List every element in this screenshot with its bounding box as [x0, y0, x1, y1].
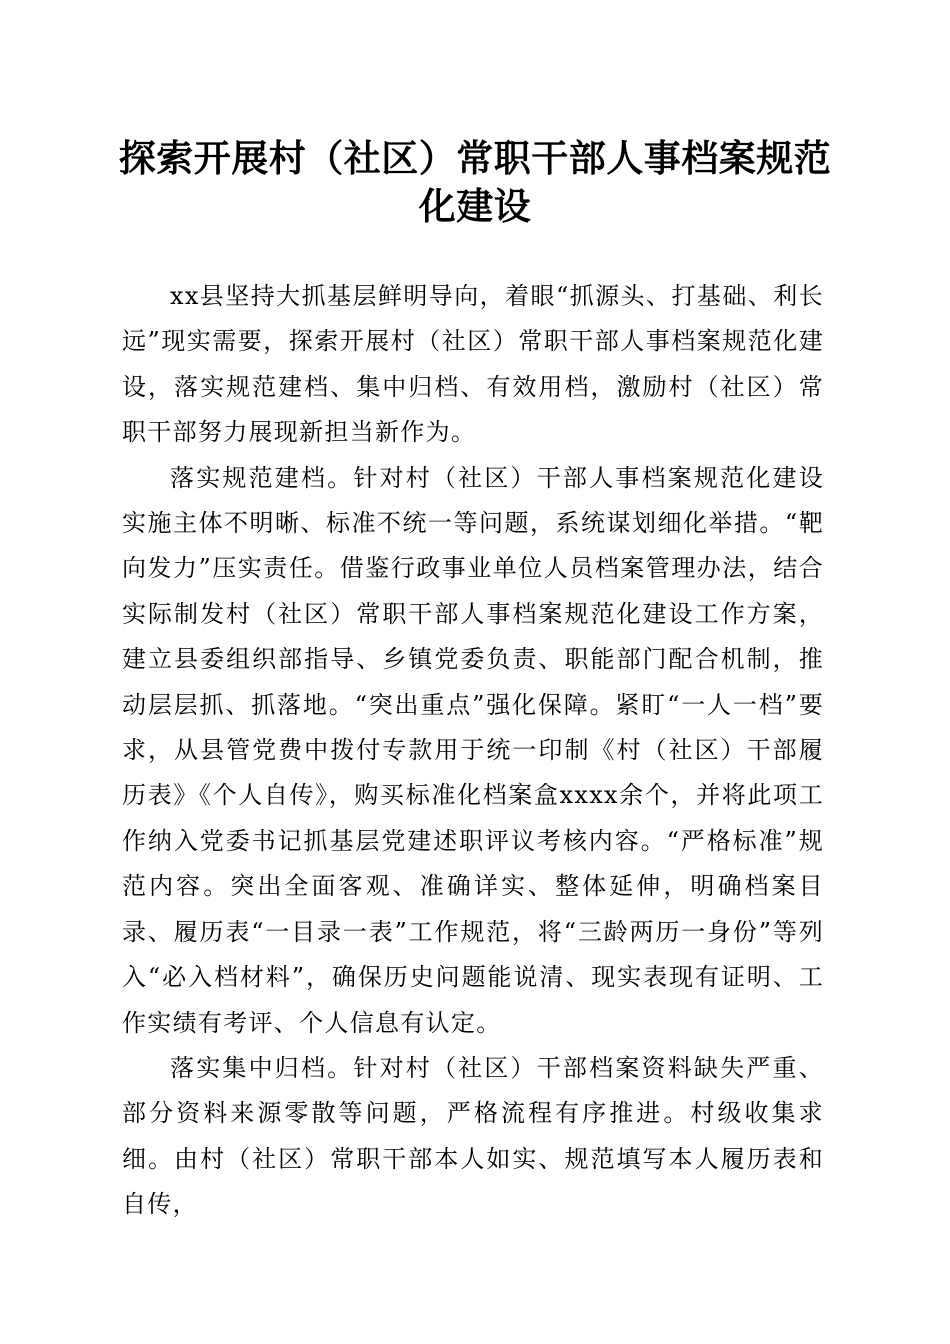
paragraph-standard-filing: 落实规范建档。针对村（社区）干部人事档案规范化建设实施主体不明晰、标准不统一等问题，系统谋划细化举措。“靶向发力”压实责任。借鉴行政事业单位人员档案管理办法，结合实际制发村（社区）常职干部人事档案规范化建设工作方案，建立县委组织部指导、乡镇党委负责、职能部门配合机制，推动层层抓、抓落地。“突出重点”强化保障。紧盯“一人一档”要求，从县管党费中拨付专款用于统一印制《村（社区）干部履历表》《个人自传》，购买标准化档案盒xxxx余个，并将此项工作纳入党委书记抓基层党建述职评议考核内容。“严格标准”规范内容。突出全面客观、准确详实、整体延伸，明确档案目录、履历表“一目录一表”工作规范，将“三龄两历一身份”等列入“必入档材料”，确保历史问题能说清、现实表现有证明、工作实绩有考评、个人信息有认定。: [122, 463, 824, 1037]
document-title: 探索开展村（社区）常职干部人事档案规范化建设: [118, 136, 832, 228]
paragraph-centralized-archiving: 落实集中归档。针对村（社区）干部档案资料缺失严重、部分资料来源零散等问题，严格流程有序推进。村级收集求细。由村（社区）常职干部本人如实、规范填写本人履历表和自传，: [122, 1053, 824, 1219]
document-body: [122, 274, 824, 1228]
paragraph-intro: xx县坚持大抓基层鲜明导向，着眼“抓源头、打基础、利长远”现实需要，探索开展村（社区）常职干部人事档案规范化建设，落实规范建档、集中归档、有效用档，激励村（社区）常职干部努力展现新担当新作为。: [122, 282, 824, 447]
